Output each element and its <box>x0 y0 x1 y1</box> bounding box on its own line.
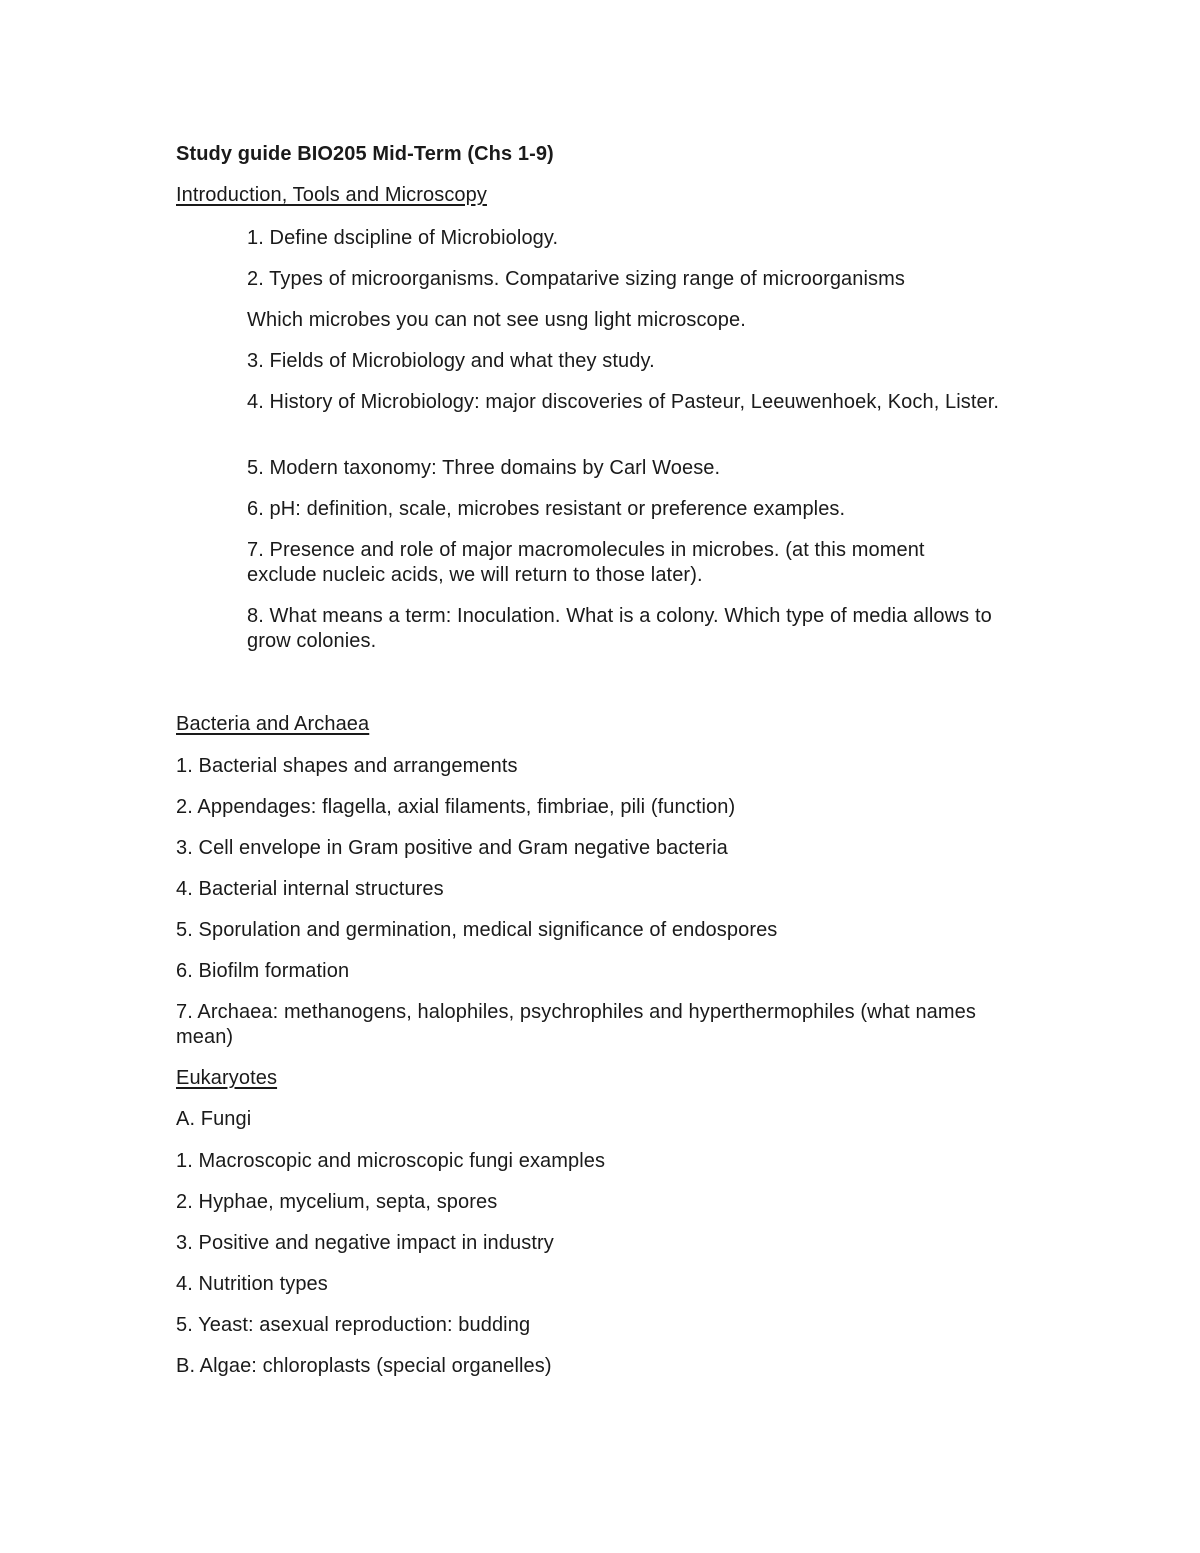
eukaryotes-subheading-fungi: A. Fungi <box>176 1108 252 1130</box>
eukaryotes-item-1: 1. Macroscopic and microscopic fungi examples <box>176 1150 606 1172</box>
section-heading-eukaryotes: Eukaryotes <box>176 1067 278 1089</box>
section-heading-bacteria: Bacteria and Archaea <box>176 713 370 735</box>
intro-item-4: 4. History of Microbiology: major discoveries of Pasteur, Leeuwenhoek, Koch, Lister. <box>247 391 1000 413</box>
document-title: Study guide BIO205 Mid-Term (Chs 1-9) <box>176 143 554 165</box>
bacteria-item-1: 1. Bacterial shapes and arrangements <box>176 755 518 777</box>
bacteria-item-5: 5. Sporulation and germination, medical significance of endospores <box>176 919 778 941</box>
bacteria-item-4: 4. Bacterial internal structures <box>176 878 444 900</box>
bacteria-item-3: 3. Cell envelope in Gram positive and Gram negative bacteria <box>176 837 728 859</box>
bacteria-item-6: 6. Biofilm formation <box>176 960 350 982</box>
eukaryotes-item-4: 4. Nutrition types <box>176 1273 328 1295</box>
intro-item-2: 2. Types of microorganisms. Compatarive sizing range of microorganisms <box>247 268 905 290</box>
intro-item-5: 5. Modern taxonomy: Three domains by Carl Woese. <box>247 457 721 479</box>
bacteria-item-7: 7. Archaea: methanogens, halophiles, psychrophiles and hyperthermophiles (what names mean) <box>176 1001 976 1048</box>
intro-item-6: 6. pH: definition, scale, microbes resistant or preference examples. <box>247 498 846 520</box>
intro-item-8: 8. What means a term: Inoculation. What is a colony. Which type of media allows to grow colonies. <box>247 605 992 652</box>
eukaryotes-item-5: 5. Yeast: asexual reproduction: budding <box>176 1314 531 1336</box>
intro-item-7: 7. Presence and role of major macromolecules in microbes. (at this moment exclude nucleic acids, we will return to those later). <box>247 539 925 586</box>
intro-item-2-note: Which microbes you can not see usng light microscope. <box>247 309 746 331</box>
bacteria-item-2: 2. Appendages: flagella, axial filaments, fimbriae, pili (function) <box>176 796 736 818</box>
intro-item-1: 1. Define dscipline of Microbiology. <box>247 227 559 249</box>
section-heading-intro: Introduction, Tools and Microscopy <box>176 184 487 206</box>
eukaryotes-item-2: 2. Hyphae, mycelium, septa, spores <box>176 1191 498 1213</box>
eukaryotes-subheading-algae: B. Algae: chloroplasts (special organelles) <box>176 1355 552 1377</box>
intro-item-3: 3. Fields of Microbiology and what they study. <box>247 350 655 372</box>
eukaryotes-item-3: 3. Positive and negative impact in industry <box>176 1232 554 1254</box>
